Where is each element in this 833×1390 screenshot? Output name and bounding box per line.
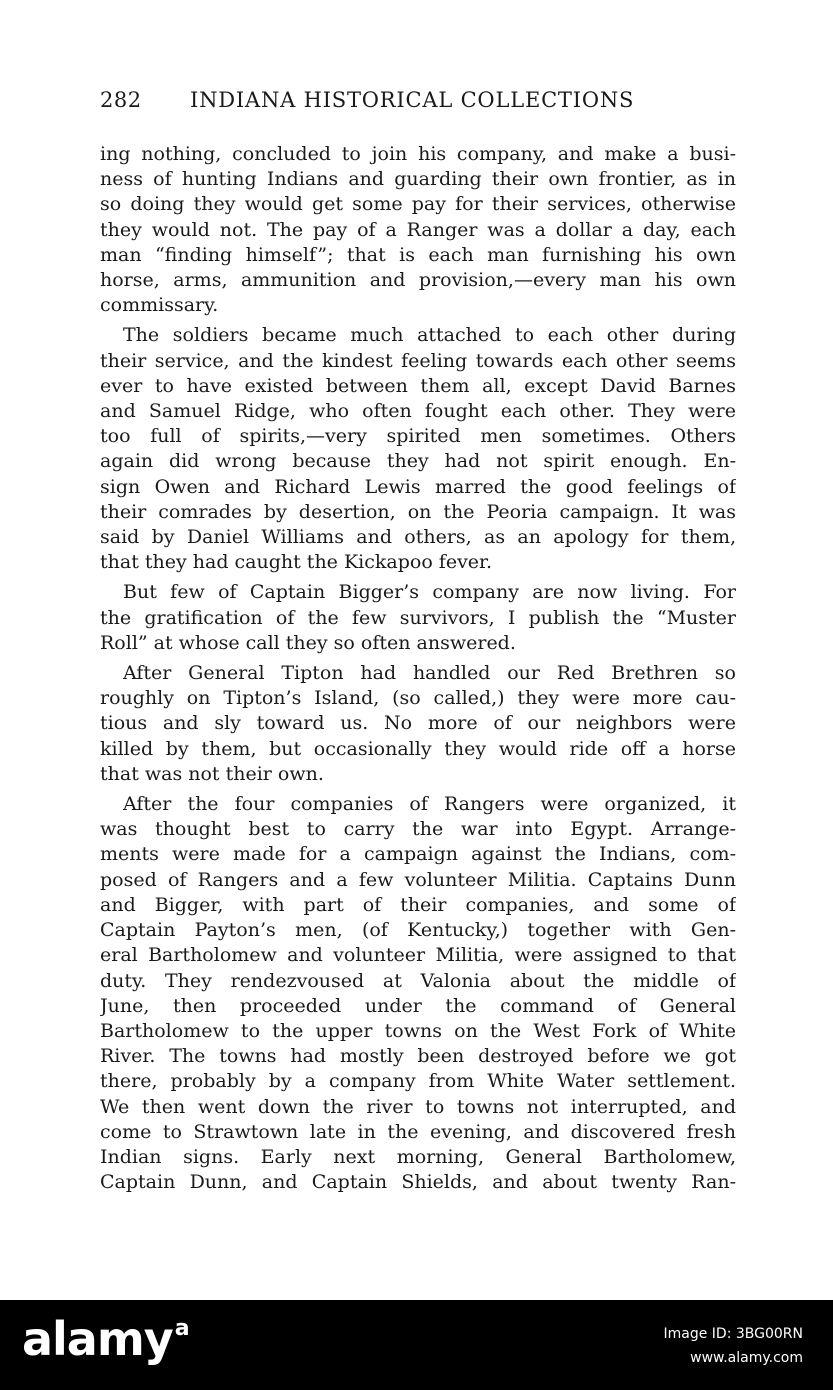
text-line: After the four companies of Rangers were organized, it xyxy=(123,793,736,816)
text-line: But few of Captain Bigger’s company are now living. For xyxy=(123,581,736,604)
paragraph xyxy=(100,323,736,575)
text-line: After General Tipton had handled our Red Brethren so xyxy=(123,662,736,685)
body-text xyxy=(100,142,736,1195)
text-line: their comrades by desertion, on the Peoria campaign. It was xyxy=(100,500,736,523)
text-line: and Bigger, with part of their companies, and some of xyxy=(100,893,736,916)
text-line: horse, arms, ammunition and provision,—every man his own xyxy=(100,269,736,292)
text-line: there, probably by a company from White Water settlement. xyxy=(100,1070,736,1093)
text-line: their service, and the kindest feeling towards each other seems xyxy=(100,349,736,372)
text-line: ments were made for a campaign against the Indians, com- xyxy=(100,843,736,866)
text-line: Captain Dunn, and Captain Shields, and about twenty Ran- xyxy=(100,1171,736,1194)
text-line: ever to have existed between them all, except David Barnes xyxy=(100,374,736,397)
text-line: man “finding himself”; that is each man furnishing his own xyxy=(100,243,736,266)
text-line: too full of spirits,—very spirited men sometimes. Others xyxy=(100,425,736,448)
text-line: Bartholomew to the upper towns on the West Fork of White xyxy=(100,1019,736,1042)
text-line: The soldiers became much attached to each other during xyxy=(123,324,736,347)
text-line: roughly on Tipton’s Island, (so called,) they were more cau- xyxy=(100,687,736,710)
text-line: June, then proceeded under the command of General xyxy=(100,994,736,1017)
paragraph xyxy=(100,792,736,1195)
text-line: killed by them, but occasionally they would ride off a horse xyxy=(100,737,736,760)
text-line: that was not their own. xyxy=(100,762,324,785)
text-line: the gratification of the few survivors, I publish the “Muster xyxy=(100,606,736,629)
text-line: Indian signs. Early next morning, General Bartholomew, xyxy=(100,1145,736,1168)
text-line: ness of hunting Indians and guarding their own frontier, as in xyxy=(100,168,736,191)
page-header xyxy=(100,88,740,118)
text-line: and Samuel Ridge, who often fought each other. They were xyxy=(100,400,736,423)
text-line: they would not. The pay of a Ranger was a dollar a day, each xyxy=(100,218,736,241)
text-line: was thought best to carry the war into Egypt. Arrange- xyxy=(100,818,736,841)
text-line: Captain Payton’s men, (of Kentucky,) together with Gen- xyxy=(100,919,736,942)
footer-info xyxy=(663,1322,803,1370)
text-line: said by Daniel Williams and others, as an apology for them, xyxy=(100,526,736,549)
text-line: River. The towns had mostly been destroyed before we got xyxy=(100,1045,736,1068)
running-head: INDIANA HISTORICAL COLLECTIONS xyxy=(190,88,635,112)
text-line: eral Bartholomew and volunteer Militia, were assigned to that xyxy=(100,944,736,967)
text-line: ing nothing, concluded to join his company, and make a busi- xyxy=(100,143,736,165)
text-line: again did wrong because they had not spirit enough. En- xyxy=(100,450,736,473)
alamy-a-mark-icon: a xyxy=(174,1316,189,1341)
paragraph xyxy=(100,142,736,318)
alamy-logo-text: alamy xyxy=(22,1312,173,1366)
paragraph xyxy=(100,661,736,787)
watermark-footer xyxy=(0,1300,833,1390)
text-line: come to Strawtown late in the evening, and discovered fresh xyxy=(100,1120,736,1143)
alamy-logo xyxy=(22,1312,189,1366)
text-line: tious and sly toward us. No more of our neighbors were xyxy=(100,712,736,735)
text-line: so doing they would get some pay for their services, otherwise xyxy=(100,193,736,216)
text-line: We then went down the river to towns not interrupted, and xyxy=(100,1095,736,1118)
text-line: Roll” at whose call they so often answered. xyxy=(100,631,516,654)
page-number: 282 xyxy=(100,88,142,112)
image-id: Image ID: 3BG00RN xyxy=(663,1326,803,1342)
text-line: sign Owen and Richard Lewis marred the good feelings of xyxy=(100,475,736,498)
site-url: www.alamy.com xyxy=(690,1350,803,1366)
text-line: that they had caught the Kickapoo fever. xyxy=(100,551,493,574)
paragraph xyxy=(100,580,736,656)
text-line: commissary. xyxy=(100,294,219,317)
text-line: posed of Rangers and a few volunteer Militia. Captains Dunn xyxy=(100,868,736,891)
text-line: duty. They rendezvoused at Valonia about the middle of xyxy=(100,969,736,992)
